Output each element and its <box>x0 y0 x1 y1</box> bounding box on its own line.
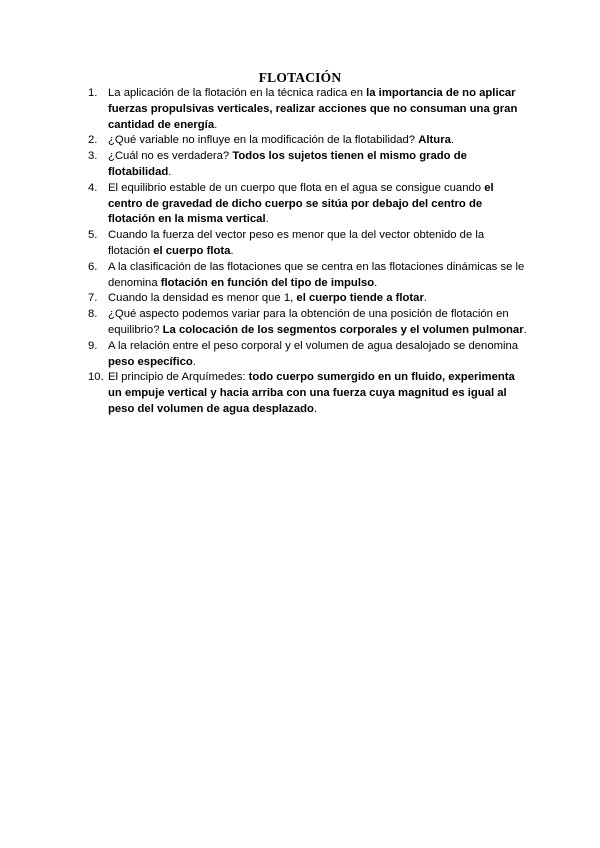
question-text: ¿Qué aspecto podemos variar para la obtención de una posición de flotación en equilibrio? <box>108 308 509 336</box>
document-title: FLOTACIÓN <box>258 70 342 85</box>
question-text: . <box>265 213 269 226</box>
question-text: . <box>214 118 218 131</box>
question-text: . <box>450 134 455 147</box>
question-list <box>88 86 528 418</box>
question-item <box>88 133 528 149</box>
question-item <box>88 339 528 371</box>
question-text: El principio de Arquímedes: <box>108 371 249 384</box>
question-item <box>88 181 528 228</box>
question-text: . <box>192 355 196 368</box>
question-text: . <box>523 323 527 336</box>
item-number: 8. <box>88 308 98 321</box>
item-number: 3. <box>88 150 98 163</box>
question-text: ¿Qué variable no influye en la modificación de la flotabilidad? <box>108 134 419 147</box>
answer-text: Altura <box>418 134 451 147</box>
item-number: 6. <box>88 260 98 273</box>
answer-text: flotación en función del tipo de impulso <box>160 276 375 289</box>
question-text: . <box>313 402 318 415</box>
item-number: 2. <box>88 134 98 147</box>
question-item <box>88 307 528 339</box>
item-number: 5. <box>88 229 98 242</box>
answer-text: Todos los sujetos tienen el mismo grado de flotabilidad <box>108 150 467 178</box>
answer-text: peso específico <box>108 355 193 368</box>
answer-text: La colocación de los segmentos corporales y el volumen pulmonar <box>162 323 524 336</box>
question-item <box>88 228 528 260</box>
item-number: 7. <box>88 292 98 305</box>
question-item <box>88 86 528 133</box>
question-text: . <box>230 244 234 257</box>
item-number: 4. <box>88 181 98 194</box>
item-number: 10. <box>88 371 104 384</box>
answer-text: todo cuerpo sumergido en un fluido, experimenta un empuje vertical y hacia arriba con una fuerza cuya magnitud es igual al peso del volumen de agua desplazado <box>108 371 515 415</box>
question-text: ¿Cuál no es verdadera? <box>108 150 233 163</box>
question-item <box>88 260 528 292</box>
answer-text: el cuerpo tiende a flotar <box>296 292 424 305</box>
question-text: La aplicación de la flotación en la técnica radica en <box>108 87 367 99</box>
question-item <box>88 370 528 417</box>
item-number: 1. <box>88 87 98 99</box>
question-item <box>88 149 528 181</box>
question-text: . <box>168 165 172 178</box>
question-text: . <box>374 276 378 289</box>
question-item <box>88 291 528 307</box>
item-number: 9. <box>88 339 98 352</box>
question-text: . <box>423 292 427 305</box>
question-text: A la relación entre el peso corporal y el volumen de agua desalojado se denomina <box>108 339 519 352</box>
answer-text: la importancia de no aplicar fuerzas propulsivas verticales, realizar acciones que no consuman una gran cantidad de energía <box>108 87 518 131</box>
answer-text: el cuerpo flota <box>153 244 231 257</box>
question-text: El equilibrio estable de un cuerpo que flota en el agua se consigue cuando <box>108 181 485 194</box>
question-text: Cuando la densidad es menor que 1, <box>108 292 297 305</box>
question-text: A la clasificación de las flotaciones que se centra en las flotaciones dinámicas se le denomina <box>108 260 525 289</box>
answer-text: el centro de gravedad de dicho cuerpo se sitúa por debajo del centro de flotación en la misma vertical <box>108 181 494 226</box>
question-text: Cuando la fuerza del vector peso es menor que la del vector obtenido de la flotación <box>108 229 485 257</box>
